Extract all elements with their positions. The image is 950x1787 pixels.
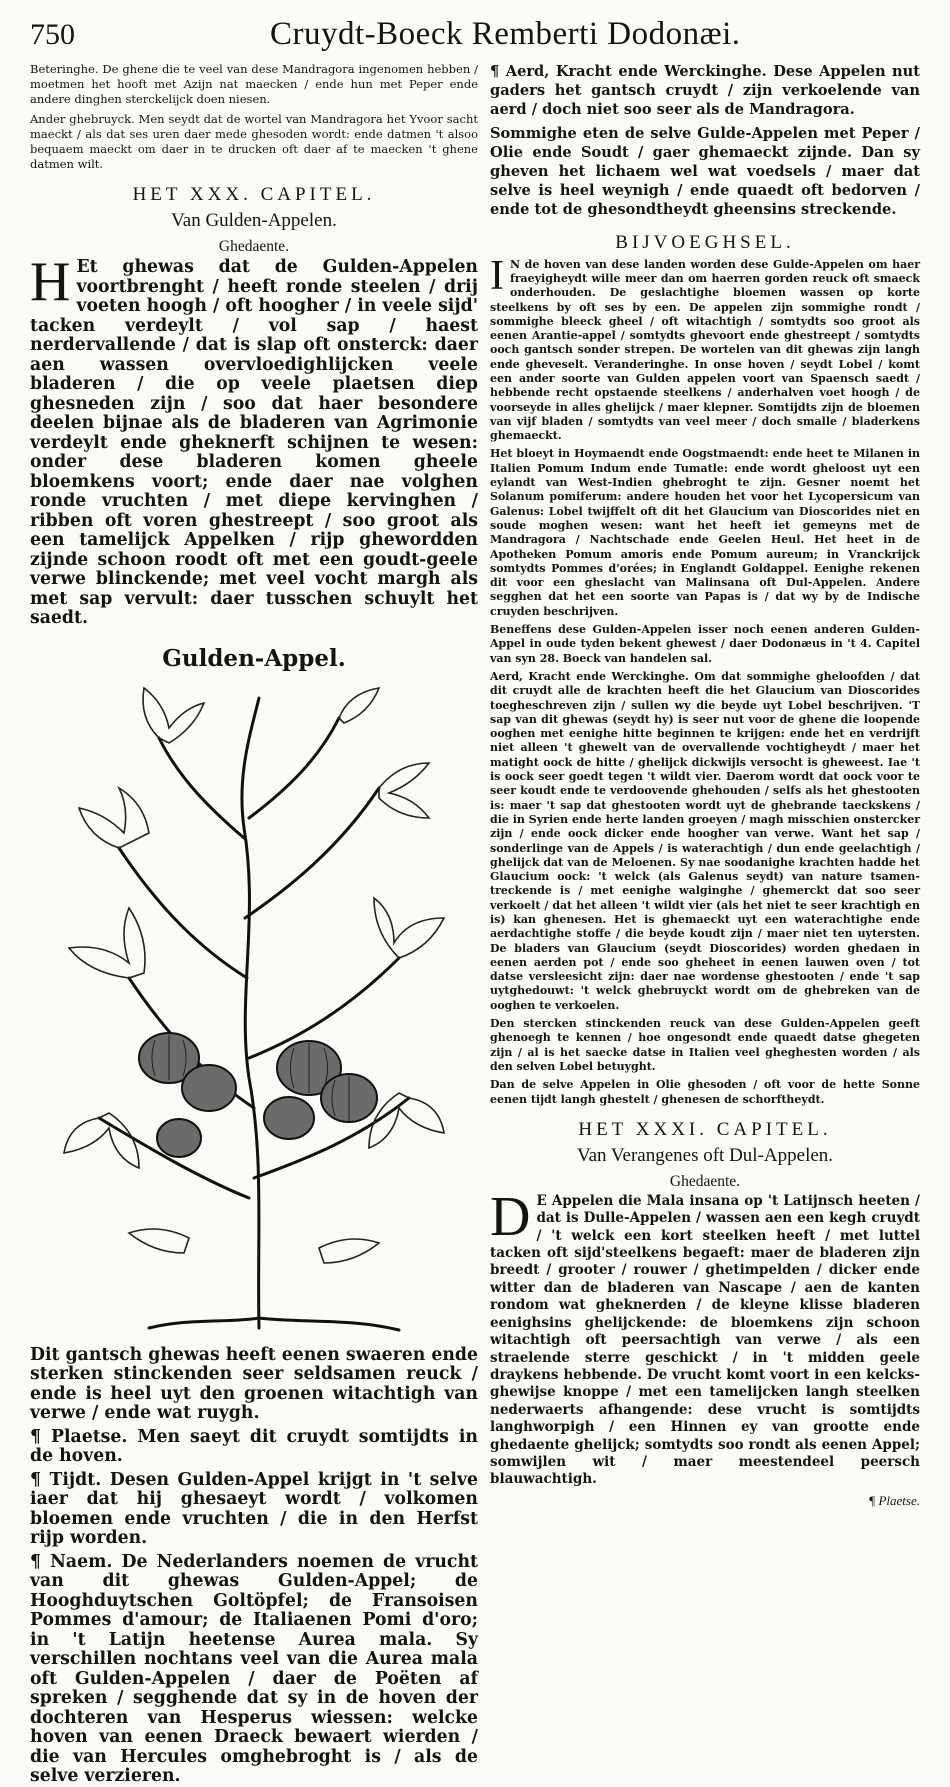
- drop-cap: I: [490, 252, 504, 299]
- bijvoeghsel-paragraph: Het bloeyt in Hoymaendt ende Oogstmaendt: ende heet te Milanen in Italien Pomum Indum ende Tumatle: ende wordt gheloost uyt een eylandt van West-Indien ghebroght te zijn. Gesner noemt het Solanum pomiferum: andere houden het voor het Lycopersicum van Galenus: Lobel twijffelt oft dit het Glaucium van Dioscorides niet en soude moghen wesen: want het heeft iet gemeyns met de Mandragora / Nachtschade ende Geelen Heul. Het heet in de Apotheken Pomum amoris ende Pomum aureum; in Vranckrijck somtydts Pommes d'orées; in Englandt Goldappel. Eenighe rekenen dit voor een gheslacht van Malinsana oft Dul-Appelen. Andere segghen dat het een soorte van Papas is / dat wy by de Indische cruyden beschrijven.: [490, 447, 920, 618]
- tomato-plant-woodcut: [59, 678, 449, 1338]
- section-heading: Ghedaente.: [669, 1172, 741, 1190]
- bijvoeghsel-paragraph: Aerd, Kracht ende Werckinghe. Om dat sommighe gheloofden / dat dit cruydt alle de krachten heeft die het Glaucium van Dioscorides toegheschreven zijn / sullen wy die beyde uyt Lobel beschrijven. 'T sap van dit ghewas (seydt hy) is seer nut voor de ghene die loopende ooghen met eenighe hitte beginnen te krijgen: ende het en verdrijft niet alleen 't ghewelt van de overvallende vochtigheydt / maer het matight oock de hitte / ghelijck dickwijls versocht is gheweest. Iae 't is oock seer goedt tegen 't wildt vier. Daerom wordt dat oock voor te seer koudt ende te verdoovende ghehouden / selfs als het ghestooten is: maer 't sap dat ghestooten wordt uyt de ghebrande taeckskens / die in Syrien ende herte landen groeyen / magh misschien onstercker zijn / ende oock dicker ende hoogher van verwe. Want het sap / sonderlinge van de Appels / is waterachtigh / dun ende geelachtigh / ghelijck dat van de Meloenen. Sy nae soodanighe krachten hadde het Glaucium oock: 't welck (als Galenus seydt) van nature tsamen-treckende is / met eenighe walginghe / ghemerckt dat soo seer verkoelt / dat het alleen 't wildt vier (als het niet te seer krachtigh en is) kan ghenesen. Het is ghemaeckt uyt een waterachtighe ende aerdachtighe stoffe / die beyde koudt zijn / maer niet ten uytersten. De bladers van Glaucium (seydt Dioscorides) worden ghedaen in eenen aerden pot / ende soo gheheet in eenen lauwen oven / tot datse versleesicht zijn: daer nae wordense ghestooten / ende 't sap uytghedouwt: 't welck ghebruyckt wordt om de ghebreken van de ooghen te verkoelen.: [490, 669, 920, 1012]
- bijvoeghsel-text: N de hoven van dese landen worden dese Gulde-Appelen om haer fraeyigheydt wille meer dan om haerren gorden reuck oft smaeck onderhouden. De geslachtighe bloemen wassen op korte steelkens by oft ses by een. De appelen zijn sommighe rondt / sommighe bleeck gheel / oft witachtigh / somtydts soo groot als eenen Arantie-appel / somtydts ghevoort ende ghestreept / somtydts ooch gantsch sonder strepen. De wortelen van dit ghewas zijn langh ende gheveselt. Veranderinghe. In onse hoven / seydt Lobel / komt een ander soorte van Gulden appelen voort van Spaensch saedt / hebbende recht opstaende steelkens / anderhalven voet hoogh / de voorseyde in alles ghelijck / maer klepner. Somtijdts zijn de bloemen van vijf bladen / somtydts van veel meer / doch smalle / bladerkens ghemaeckt.: [490, 257, 920, 443]
- properties-paragraph: ¶ Aerd, Kracht ende Werckinghe. Dese Appelen nut gaders het gantsch cruydt / zijn verkoelende van aerd / doch niet soo seer als de Mandragora.: [490, 63, 920, 119]
- name-paragraph: ¶ Naem. De Nederlanders noemen de vrucht van dit ghewas Gulden-Appel; de Hooghduytschen Goltöpfel; de Fransoisen Pommes d'amour; de Italiaenen Pomi d'oro; in 't Latijn heetense Aurea mala. Sy verschillen nochtans veel van die Aurea mala oft Gulden-Appelen / daer de Poëten af spreken / segghende dat sy in de hoven der dochteren van Hesperus wiessen: welcke hoven van eenen Draeck bewaert wierden / die van Hercules omghebroght is / als de selve verzieren.: [30, 1551, 478, 1787]
- chapter-heading: HET XXXI. CAPITEL.: [578, 1118, 832, 1140]
- page-number: 750: [30, 18, 75, 51]
- chapter-heading: HET XXX. CAPITEL.: [132, 184, 376, 206]
- figure-caption: Gulden-Appel.: [162, 644, 346, 672]
- intro-paragraph: Ander ghebruyck. Men seydt dat de wortel van Mandragora het Yvoor sacht maeckt / als dat ses uren daer mede ghesoden wordt: ende datmen 't alsoo bequaem maeckt om daer in te drucken oft daer af te maecken 't ghene datmen wilt.: [30, 111, 478, 172]
- after-figure-paragraph: Dit gantsch ghewas heeft eenen swaeren ende sterken stinckenden seer seldsamen reuck / ende is heel uyt den groenen witachtigh van verwe / ende wat ruygh.: [30, 1344, 478, 1424]
- description-paragraph: [490, 1185, 920, 1489]
- bijvoeghsel-paragraph: Den stercken stinckenden reuck van dese Gulden-Appelen geeft ghenoegh te kennen / hoe ongesondt ende quaedt datse ghegeten zijn / al is het saecke datse in Italien veel gheghesten worden / als den selven Lobel betuyght.: [490, 1017, 920, 1073]
- bijvoeghsel-paragraph: Beneffens dese Gulden-Appelen isser noch eenen anderen Gulden-Appel in oude tyden bekent ghewest / daer Dodonæus in 't 4. Capitel van syn 28. Boeck van handelen sal.: [490, 623, 920, 665]
- bijvoeghsel-heading: BIJVOEGHSEL.: [615, 231, 795, 253]
- right-column: [490, 62, 920, 1597]
- bijvoeghsel-paragraph: [490, 252, 920, 444]
- description-text: Et ghewas dat de Gulden-Appelen voortbrenght / heeft ronde steelen / drij voeten hoogh / oft hoogher / in veele sijd' tacken verdeylt / vol sap / haest nerdervallende / dat is slap oft onsterck: daer aen wassen overvloedighlijcken veele bladeren / die op veele plaetsen diep ghesneden zijn / soo dat haer besondere deelen bijnae als de bladeren van Agrimonie verdeylt ende gheknerft schijnen te wesen: onder dese bladeren komen gheele bloemkens voort; ende daer nae volghen ronde vruchten / met diepe kervinghen / ribben oft voren ghestreept / soo groot als een tamelijck Appelken / rijp ghewordden zijnde schoon roodt oft met een goudt-geele verwe blinckende; met veel vocht margh als met sap vervult: daer tusschen schuylt het saedt.: [30, 257, 478, 629]
- time-paragraph: ¶ Tijdt. Desen Gulden-Appel krijgt in 't selve iaer dat hij ghesaeyt wordt / volkomen bloemen ende vruchten / die in den Herfst rijp worden.: [30, 1469, 478, 1549]
- section-heading: Ghedaente.: [218, 238, 290, 256]
- drop-cap: H: [30, 251, 71, 314]
- left-column: [30, 62, 478, 1787]
- drop-cap: D: [490, 1185, 531, 1248]
- chapter-title: Van Verangenes oft Dul-Appelen.: [576, 1144, 834, 1166]
- description-text: E Appelen die Mala insana op 't Latijnsch heeten / dat is Dulle-Appelen / wassen aen een kegh cruydt / 't welck een kort steelken heeft / met luttel tacken oft sijd'steelkens begaeft: maer de bladeren zijn breedt / grooter / rouwer / ghetimpelden / dicker ende witter dan de bladeren van Nascape / aen de kanten rondom wat gheknerden / de kleyne klisse bladeren eenighsins ghelijckende: de bloemkens zijn schoon witachtigh oft peersachtigh van verwe / als een straelende sterre geschickt / in 't midden geele draykens hebbende. De vrucht komt voort in een kelcks-ghewijse knoppe / met een tamelijcken langh steelken nederwaerts afhangende: dese vrucht is somtijdts langhworpigh / een Hinnen ey van grootte ende ghedaente ghelijck; somtydts soo rondt als eenen Appel; somwijlen wit / maer meestendeel peersch blauwachtigh.: [490, 1192, 920, 1488]
- catchword: ¶ Plaetse.: [868, 1492, 920, 1508]
- intro-paragraph: Beteringhe. De ghene die te veel van dese Mandragora ingenomen hebben / moetmen het hooft met Azijn nat maecken / ende hun met Peper ende andere dinghen sterckelijck doen niesen.: [30, 62, 478, 107]
- bijvoeghsel-paragraph: Dan de selve Appelen in Olie ghesoden / oft voor de hette Sonne eenen tijdt langh ghestelt / ghenesen de schorftheydt.: [490, 1078, 920, 1106]
- description-paragraph: [30, 251, 478, 629]
- usage-paragraph: Sommighe eten de selve Gulde-Appelen met Peper / Olie ende Soudt / gaer ghemaeckt zijnde. Dan sy gheven het lichaem wel wat voedsels / maer dat selve is heel weynigh / ende quaedt oft bedorven / ende tot de ghesondtheydt gheensins streckende.: [490, 124, 920, 219]
- running-title: Cruydt-Boeck Remberti Dodonæi.: [270, 16, 741, 52]
- chapter-title: Van Gulden-Appelen.: [171, 210, 337, 232]
- placement-paragraph: ¶ Plaetse. Men saeyt dit cruydt somtijdts in de hoven.: [30, 1426, 478, 1467]
